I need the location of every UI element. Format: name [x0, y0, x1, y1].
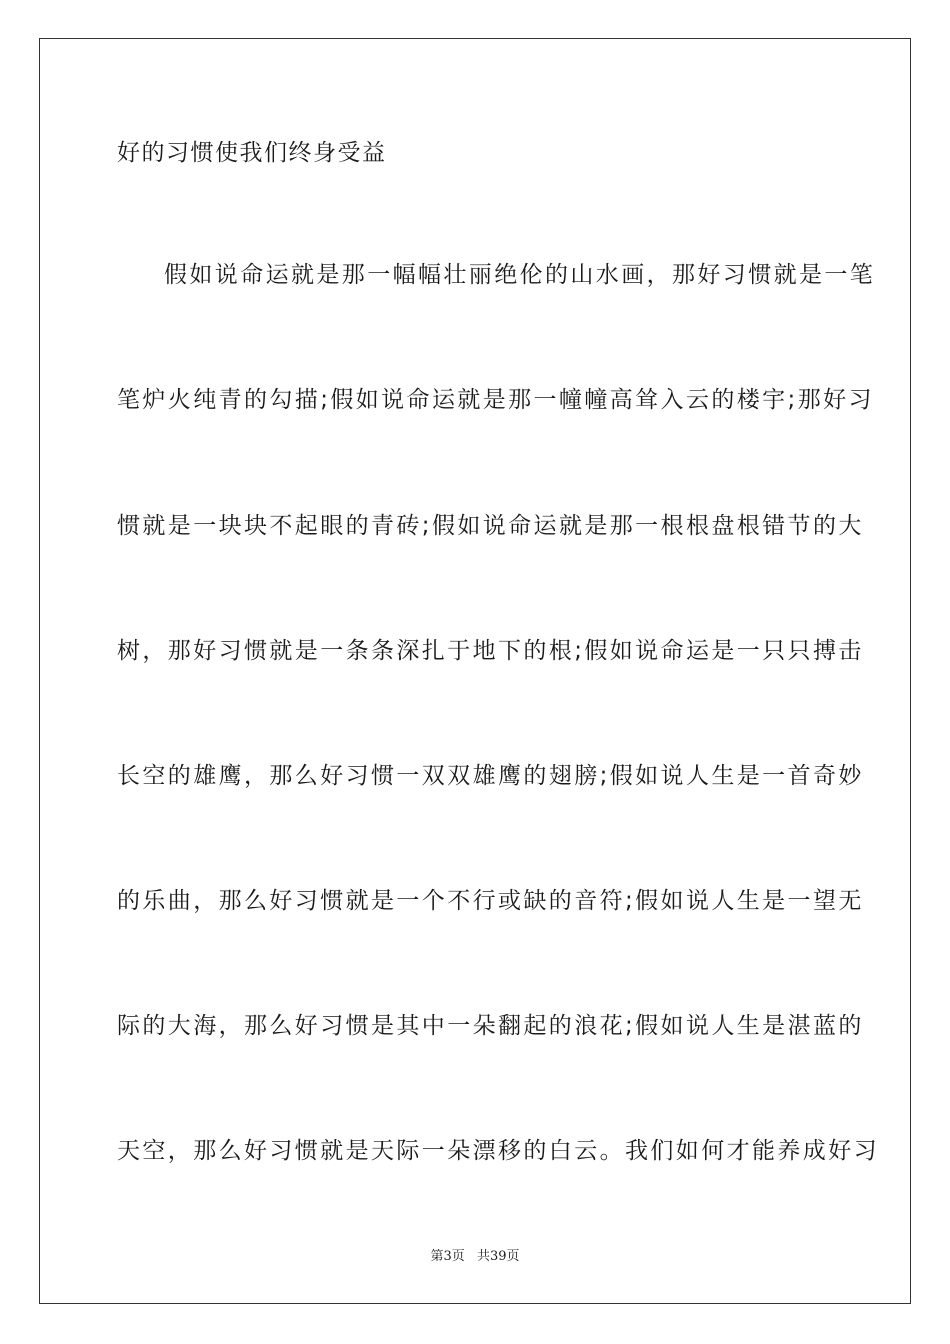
paragraph-line: 笔炉火纯青的勾描;假如说命运就是那一幢幢高耸入云的楼宇;那好习 [117, 387, 874, 413]
page-border [39, 38, 911, 1304]
paragraph-line: 天空，那么好习惯就是天际一朵漂移的白云。我们如何才能养成好习 [117, 1138, 879, 1164]
paragraph-line: 树，那好习惯就是一条条深扎于地下的根;假如说命运是一只只搏击 [117, 638, 864, 664]
page-number: 第3页 [430, 1249, 465, 1264]
paragraph-line: 假如说命运就是那一幅幅壮丽绝伦的山水画，那好习惯就是一笔 [164, 262, 876, 288]
paragraph-line: 的乐曲，那么好习惯就是一个不行或缺的音符;假如说人生是一望无 [117, 888, 864, 914]
page-total: 共39页 [476, 1249, 520, 1264]
paragraph-line: 际的大海，那么好习惯是其中一朵翻起的浪花;假如说人生是湛蓝的 [117, 1013, 864, 1039]
paragraph-line: 长空的雄鹰，那么好习惯一双双雄鹰的翅膀;假如说人生是一首奇妙 [117, 763, 864, 789]
paragraph-line: 惯就是一块块不起眼的青砖;假如说命运就是那一根根盘根错节的大 [117, 513, 864, 539]
page-footer [0, 1245, 950, 1264]
document-title: 好的习惯使我们终身受益 [117, 140, 387, 166]
